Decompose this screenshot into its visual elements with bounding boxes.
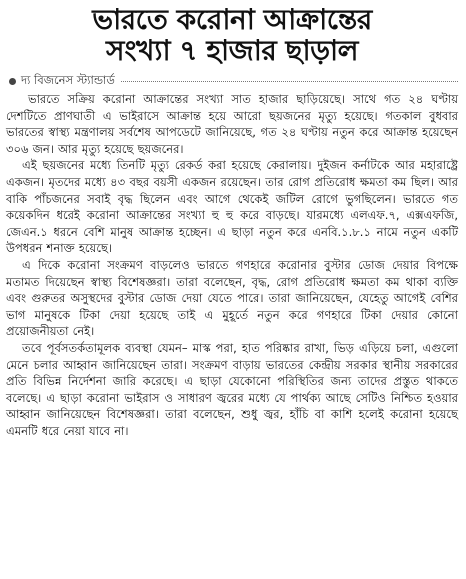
headline-line-1: ভারতে করোনা আক্রান্তের bbox=[92, 3, 372, 36]
source-name: দ্য বিজনেস স্ট্যান্ডার্ড bbox=[21, 72, 115, 87]
dotted-divider bbox=[121, 81, 458, 82]
paragraph-1: ভারতে সক্রিয় করোনা আক্রান্তের সংখ্যা সাত হাজার ছাড়িয়েছে। সাথে গত ২৪ ঘণ্টায় দেশটিতে প্রাণঘাতী এ ভাইরাসে আক্রান্ত হয়ে আরো ছয়জনের মৃত্যু হয়েছে। গতকাল বুধবার ভারতের স্বাস্থ্য মন্ত্রণালয় সর্বশেষ আপডেটে জানিয়েছে, গত ২৪ ঘণ্টায় নতুন করে আক্রান্ত হয়েছেন ৩০৬ জন। আর মৃত্যু হয়েছে ছয়জনের। bbox=[6, 92, 458, 156]
article-body bbox=[6, 91, 458, 439]
bullet-icon bbox=[9, 78, 16, 85]
article-headline bbox=[6, 3, 458, 67]
paragraph-2: এই ছয়জনের মধ্যে তিনটি মৃত্যু রেকর্ড করা হয়েছে কেরালায়। দুইজন কর্নাটকে আর মহারাষ্ট্রে একজন। মৃতদের মধ্যে ৪৩ বছর বয়সী একজন রয়েছেন। তার রোগ প্রতিরোধ ক্ষমতা কম ছিল। আর বাকি পাঁচজনের সবাই বৃদ্ধ ছিলেন এবং আগে থেকেই জটিল রোগে ভুগছিলেন। ভারতে গত কয়েকদিন ধরেই করোনা আক্রান্তের সংখ্যা হু হু করে বাড়ছে। যারমধ্যে এলএফ.৭, এক্সএফজি, জেএন.১ ধরনে বেশি মানুষ আক্রান্ত হচ্ছেন। এ ছাড়া নতুন করে এনবি.১.৮.১ নামে নতুন একটি উপধরন শনাক্ত হয়েছে। bbox=[6, 158, 458, 256]
headline-line-2: সংখ্যা ৭ হাজার ছাড়াল bbox=[105, 33, 359, 67]
paragraph-3: এ দিকে করোনা সংক্রমণ বাড়লেও ভারতে গণহারে করোনার বুস্টার ডোজ দেয়ার বিপক্ষে মতামত দিয়েছেন স্বাস্থ্য বিশেষজ্ঞরা। তারা বলেছেন, বৃদ্ধ, রোগ প্রতিরোধ ক্ষমতা কম থাকা ব্যক্তি এবং গুরুতর অসুস্থদের বুস্টার ডোজ দেয়া যেতে পারে। তারা জানিয়েছেন, যেহেতু আগেই বেশির ভাগ মানুষকে টিকা দেয়া হয়েছে তাই এ মুহূর্তে নতুন করে গণহারে টিকা দেয়ার কোনো প্রয়োজনীয়তা নেই। bbox=[6, 258, 458, 339]
source-byline bbox=[6, 72, 458, 90]
paragraph-4: তবে পূর্বসতর্কতামূলক ব্যবস্থা যেমন– মাস্ক পরা, হাত পরিষ্কার রাখা, ভিড় এড়িয়ে চলা, এগুলো মেনে চলার আহ্বান জানিয়েছেন তারা। সংক্রমণ বাড়ায় ভারতের কেন্দ্রীয় সরকার স্থানীয় সরকারের প্রতি বিভিন্ন নির্দেশনা জারি করেছে। এ ছাড়া যেকোনো পরিস্থিতির জন্য তাদের প্রস্তুত থাকতে বলেছে। এ ছাড়া করোনা ভাইরাস ও সাধারণ জ্বরের মধ্যে যে পার্থক্য আছে সেটিও নিশ্চিত হওয়ার আহ্বান জানিয়েছেন বিশেষজ্ঞরা। তারা বলেছেন, শুধু জ্বর, হাঁচি বা কাশি হলেই করোনা হয়েছে এমনটি ধরে নেয়া যাবে না। bbox=[6, 341, 458, 438]
